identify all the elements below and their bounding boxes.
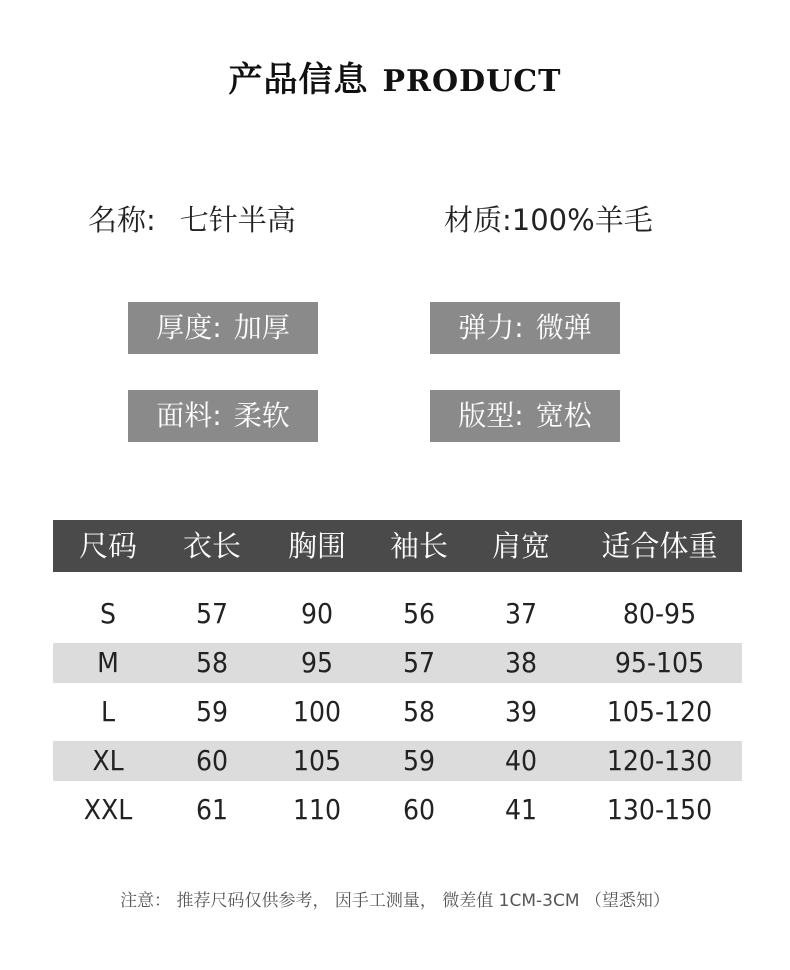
attr-fit <box>430 390 620 442</box>
header-shoulder: 肩宽 <box>491 529 550 563</box>
material-label: 材质: <box>444 203 512 237</box>
cell-weight: 80-95 <box>622 597 697 630</box>
cell-size: XL <box>92 744 124 777</box>
cell-length: 61 <box>195 793 229 826</box>
cell-size: L <box>100 695 116 728</box>
table-row <box>53 790 742 830</box>
cell-size: XXL <box>83 793 133 826</box>
cell-chest: 90 <box>300 597 334 630</box>
table-row <box>53 741 742 781</box>
cell-length: 58 <box>195 646 229 679</box>
name-label: 名称: <box>88 203 156 237</box>
header-length: 衣长 <box>182 529 241 563</box>
table-row <box>53 643 742 683</box>
cell-chest: 105 <box>292 744 342 777</box>
cell-shoulder: 40 <box>504 744 538 777</box>
attr-thickness <box>128 302 318 354</box>
attr-value: 加厚 <box>233 311 290 344</box>
cell-chest: 100 <box>292 695 342 728</box>
header-sleeve: 袖长 <box>389 529 448 563</box>
cell-size: M <box>97 646 119 679</box>
size-table <box>53 520 742 830</box>
product-name <box>88 198 296 239</box>
cell-length: 59 <box>195 695 229 728</box>
attr-value: 宽松 <box>535 399 592 432</box>
cell-weight: 105-120 <box>606 695 713 728</box>
attr-label: 弹力: <box>458 311 524 344</box>
attr-label: 面料: <box>156 399 222 432</box>
attr-fabric <box>128 390 318 442</box>
cell-chest: 110 <box>292 793 342 826</box>
cell-sleeve: 58 <box>402 695 436 728</box>
cell-shoulder: 39 <box>504 695 538 728</box>
cell-weight: 130-150 <box>606 793 713 826</box>
table-row <box>53 692 742 732</box>
table-header <box>53 520 742 572</box>
cell-length: 57 <box>195 597 229 630</box>
cell-shoulder: 37 <box>504 597 538 630</box>
header-weight: 适合体重 <box>601 529 718 563</box>
cell-shoulder: 38 <box>504 646 538 679</box>
cell-sleeve: 60 <box>402 793 436 826</box>
attr-label: 版型: <box>458 399 524 432</box>
title-cn: 产品信息 <box>228 60 369 100</box>
attr-value: 微弹 <box>535 311 592 344</box>
cell-weight: 120-130 <box>606 744 713 777</box>
page-title <box>0 52 790 101</box>
cell-chest: 95 <box>300 646 334 679</box>
cell-length: 60 <box>195 744 229 777</box>
measurement-note: 注意： 推荐尺码仅供参考， 因手工测量， 微差值 1CM-3CM （望悉知） <box>120 891 670 911</box>
attr-elasticity <box>430 302 620 354</box>
product-material <box>444 198 653 239</box>
table-row <box>53 594 742 634</box>
attr-label: 厚度: <box>156 311 222 344</box>
cell-sleeve: 59 <box>402 744 436 777</box>
title-en: PRODUCT <box>382 64 562 99</box>
material-value: 100%羊毛 <box>511 203 653 237</box>
cell-sleeve: 56 <box>402 597 436 630</box>
header-size: 尺码 <box>78 529 137 563</box>
cell-weight: 95-105 <box>614 646 705 679</box>
name-value: 七针半高 <box>179 203 296 237</box>
cell-shoulder: 41 <box>504 793 538 826</box>
header-chest: 胸围 <box>287 529 346 563</box>
cell-size: S <box>100 597 116 630</box>
cell-sleeve: 57 <box>402 646 436 679</box>
attr-value: 柔软 <box>233 399 290 432</box>
